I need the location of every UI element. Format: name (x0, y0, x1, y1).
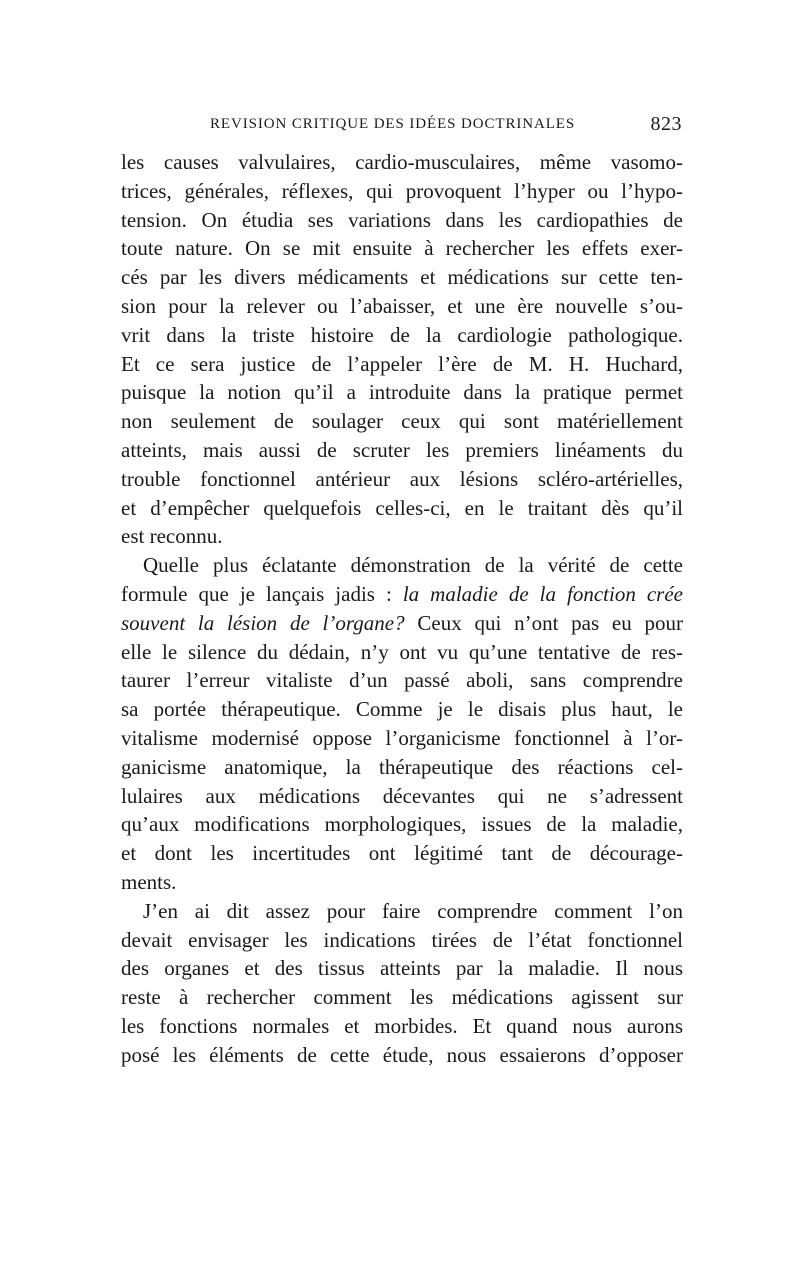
text-line: devait envisager les indications tirées de l’état fonctionnel (121, 927, 683, 952)
text-line: taurer l’erreur vitaliste d’un passé aboli, sans comprendre (121, 668, 683, 693)
text-line: posé les éléments de cette étude, nous essaierons d’opposer (121, 1042, 683, 1067)
running-title: REVISION CRITIQUE DES IDÉES DOCTRINALES (210, 116, 576, 132)
text-line: non seulement de soulager ceux qui sont matériellement (121, 409, 683, 434)
text-line: trouble fonctionnel antérieur aux lésions scléro-artérielles, (121, 466, 683, 491)
body-text (121, 148, 683, 1070)
text-line: est reconnu. (121, 524, 223, 549)
text-line: et dont les incertitudes ont légitimé tant de décourage- (121, 841, 683, 866)
running-head (122, 113, 682, 138)
text-line: vitalisme modernisé oppose l’organicisme fonctionnel à l’or- (121, 725, 683, 750)
page-number: 823 (650, 113, 682, 135)
text-line: elle le silence du dédain, n’y ont vu qu’une tentative de res- (121, 639, 683, 664)
text-line: et d’empêcher quelquefois celles-ci, en le traitant dès qu’il (121, 495, 683, 520)
text-line: cés par les divers médicaments et médications sur cette ten- (121, 265, 683, 290)
italic-quote: la maladie de la fonction crée (402, 581, 683, 606)
text-span: formule que je lançais jadis : (121, 581, 392, 606)
text-line: sion pour la relever ou l’abaisser, et une ère nouvelle s’ou- (121, 293, 683, 318)
text-line-mixed (121, 609, 683, 638)
text-line: sa portée thérapeutique. Comme je le disais plus haut, le (121, 697, 683, 722)
text-span: Ceux qui n’ont pas eu pour (417, 610, 684, 635)
text-line: vrit dans la triste histoire de la cardiologie pathologique. (121, 322, 683, 347)
text-line: puisque la notion qu’il a introduite dans la pratique permet (121, 380, 683, 405)
text-line: toute nature. On se mit ensuite à rechercher les effets exer- (121, 236, 683, 261)
text-line: les causes valvulaires, cardio-musculaires, même vasomo- (121, 150, 683, 174)
text-line: reste à rechercher comment les médications agissent sur (121, 985, 683, 1010)
text-line: lulaires aux médications décevantes qui ne s’adressent (121, 783, 683, 808)
text-line: ganicisme anatomique, la thérapeutique des réactions cel- (121, 754, 683, 779)
text-line-mixed (121, 580, 683, 609)
italic-quote: souvent la lésion de l’organe? (121, 610, 405, 635)
text-line: Quelle plus éclatante démonstration de la vérité de cette (143, 553, 683, 578)
text-line: trices, générales, réflexes, qui provoquent l’hyper ou l’hypo- (121, 178, 683, 203)
text-line: J’en ai dit assez pour faire comprendre comment l’on (143, 898, 683, 923)
text-line: tension. On étudia ses variations dans les cardiopathies de (121, 207, 683, 232)
text-line: qu’aux modifications morphologiques, issues de la maladie, (121, 812, 683, 837)
text-line: Et ce sera justice de l’appeler l’ère de M. H. Huchard, (121, 351, 683, 376)
text-line: atteints, mais aussi de scruter les premiers linéaments du (121, 437, 683, 462)
text-line: des organes et des tissus atteints par la maladie. Il nous (121, 956, 683, 981)
text-line: les fonctions normales et morbides. Et quand nous aurons (121, 1013, 683, 1038)
text-line: ments. (121, 869, 177, 894)
